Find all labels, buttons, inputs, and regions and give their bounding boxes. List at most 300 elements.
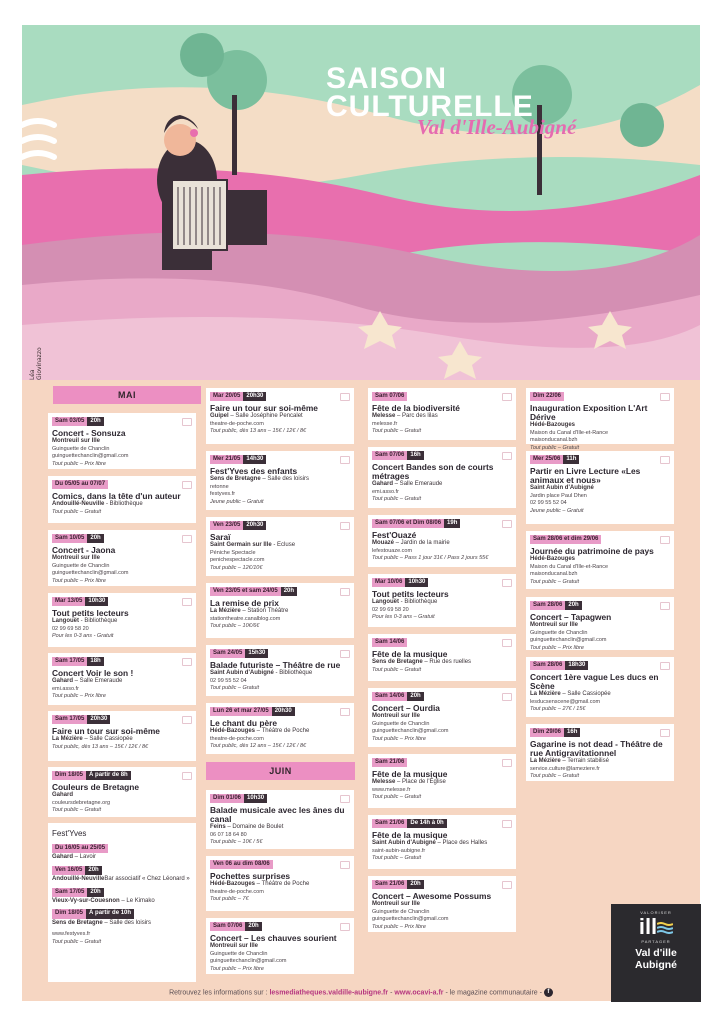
event-date: Ven 23/05 et sam 24/05 — [210, 587, 281, 596]
event-venue: – Théâtre de Poche — [255, 881, 310, 888]
event-date: Sam 14/06 — [372, 692, 407, 701]
festyves-date: Du 16/05 au 25/05 — [52, 844, 108, 853]
event-date-row — [530, 728, 670, 737]
event-date: Sam 21/06 — [372, 819, 407, 828]
event-date-row — [372, 638, 512, 647]
event-date-row — [372, 451, 512, 460]
event-time: 20h — [87, 417, 103, 426]
event-public: Pour les 0-3 ans - Gratuit — [52, 633, 114, 640]
event-date: Dim 22/06 — [530, 392, 564, 401]
event-public: Tout public, dès 12 ans – 15€ / 12€ / 8€ — [210, 743, 307, 750]
calendar-icon — [502, 820, 512, 828]
event-place — [530, 622, 670, 629]
event-public: Tout public – 7€ — [210, 896, 249, 903]
event-town: Langouët — [372, 599, 399, 606]
event-town: Mouazé — [372, 540, 395, 547]
event-public: Tout public – Prix libre — [52, 460, 106, 467]
event-title: Tout petits lecteurs — [52, 608, 129, 619]
festyves-date-row — [52, 888, 192, 897]
event-title: Fête de la musique — [372, 649, 448, 660]
event-date-row — [372, 692, 512, 701]
festyves-venue: – Salle des loisirs — [102, 919, 152, 926]
month-may: MAI — [53, 386, 201, 404]
event-card — [526, 388, 674, 451]
calendar-icon — [660, 662, 670, 670]
event-place — [372, 413, 512, 420]
event-card — [368, 876, 516, 932]
event-place — [372, 901, 512, 908]
event-public: Tout public – Prix libre — [530, 644, 584, 651]
event-title: Fête de la musique — [372, 830, 448, 841]
event-card — [368, 754, 516, 808]
event-info: retonne — [210, 483, 229, 490]
event-date: Dim 18/05 — [52, 771, 86, 780]
event-card — [206, 645, 354, 696]
poster-subtitle: Val d'Ille-Aubigné — [417, 115, 577, 139]
event-public: Tout public – Prix libre — [372, 923, 426, 930]
festyves-row — [52, 866, 192, 884]
event-date: Sam 17/05 — [52, 715, 87, 724]
event-date-row — [52, 771, 192, 780]
event-date-row — [52, 534, 192, 543]
event-title: Balade musicale avec les ânes du canal — [210, 805, 345, 825]
event-card — [526, 531, 674, 589]
event-venue: – Salle Emeraude — [393, 481, 443, 488]
event-date: Sam 10/05 — [52, 534, 87, 543]
event-title: Pochettes surprises — [210, 871, 291, 882]
event-venue: – Salle des loisirs — [260, 476, 310, 483]
event-info: penichespectacle.com — [210, 557, 265, 564]
calendar-icon — [502, 452, 512, 460]
event-town: Montreuil sur Ille — [530, 622, 579, 629]
event-date-row — [372, 819, 512, 828]
event-info: theatre-de-poche.com — [210, 420, 264, 427]
event-title: Faire un tour sur soi-même — [52, 726, 160, 737]
event-town: Saint Aubin d'Aubigné — [372, 840, 436, 847]
festyves-web: www.festyves.fr — [52, 931, 91, 938]
event-card — [206, 388, 354, 444]
event-card — [48, 413, 196, 469]
event-public: Tout public, dès 13 ans – 15€ / 12€ / 8€ — [210, 428, 307, 435]
event-date-row — [530, 392, 670, 401]
event-town: Hédé-Bazouges — [530, 422, 576, 429]
event-time: 15h30 — [245, 649, 268, 658]
festyves-row — [52, 888, 192, 906]
event-card — [368, 815, 516, 869]
calendar-icon — [502, 520, 512, 528]
footer-link-ocavi[interactable]: www.ocavi-a.fr — [394, 989, 444, 997]
calendar-icon — [660, 456, 670, 464]
event-public: Jeune public – Gratuit — [530, 507, 584, 514]
event-card — [368, 515, 516, 567]
event-info: stationtheatre.canalblog.com — [210, 615, 281, 622]
event-card — [526, 451, 674, 524]
event-public: Tout public – Gratuit — [372, 855, 422, 862]
event-place — [210, 476, 350, 483]
event-title: Fest'Ouazé — [372, 530, 417, 541]
festyves-place — [52, 854, 192, 861]
footer-sep: - — [388, 989, 395, 997]
event-venue: – Terrain stabilisé — [560, 758, 609, 765]
event-time: 20h — [87, 534, 103, 543]
festyves-town: Vieux-Vy-sur-Couesnon — [52, 898, 120, 905]
event-place — [210, 943, 350, 950]
event-place — [372, 540, 512, 547]
event-town: Guipel — [210, 413, 229, 420]
event-info: 06 07 18 64 80 — [210, 831, 247, 838]
title-line-2: CULTURELLE — [326, 90, 534, 123]
festyves-time: À partir de 10h — [86, 909, 134, 918]
event-date-row — [372, 880, 512, 889]
event-place — [210, 824, 350, 831]
event-title: Inauguration Exposition L'Art Dérive — [530, 403, 648, 423]
event-time: À partir de 8h — [86, 771, 131, 780]
event-info: lesducsenscene@gmail.com — [530, 698, 601, 705]
event-date-row — [210, 455, 350, 464]
festyves-rows — [52, 844, 192, 927]
event-public: Tout public – Prix libre — [52, 577, 106, 584]
event-place — [52, 736, 192, 743]
event-title: Journée du patrimoine de pays — [530, 546, 654, 557]
calendar-icon — [660, 536, 670, 544]
event-place — [52, 438, 192, 445]
event-info: Jardin place Paul Dhen — [530, 492, 587, 499]
event-card — [48, 653, 196, 705]
event-date: Dim 01/06 — [210, 794, 244, 803]
event-info: lefestouaze.com — [372, 547, 413, 554]
event-time: De 14h à 0h — [407, 819, 446, 828]
event-town: La Mézière — [210, 608, 241, 615]
event-date-row — [372, 758, 512, 767]
event-venue: – Salle Cassiopée — [82, 736, 133, 743]
event-public: Tout public – Pass 1 jour 31€ / Pass 2 jours 55€ — [372, 555, 489, 562]
event-date-row — [52, 715, 192, 724]
artist-credit: Léa Giovinazzo — [29, 347, 43, 380]
event-place — [52, 555, 192, 562]
event-town: Sens de Bretagne — [210, 476, 261, 483]
event-place — [372, 840, 512, 847]
calendar-icon — [502, 693, 512, 701]
event-town: Montreuil sur Ille — [372, 901, 421, 908]
event-info: saint-aubin-aubigne.fr — [372, 847, 426, 854]
event-date: Ven 23/05 — [210, 521, 243, 530]
event-date-row — [530, 661, 670, 670]
event-date: Sam 07/06 et Dim 08/06 — [372, 519, 444, 528]
event-time: 10h30 — [85, 597, 108, 606]
event-info: Guinguette de Chanclin — [210, 950, 268, 957]
calendar-icon — [660, 602, 670, 610]
event-title: Concert – Awesome Possums — [372, 891, 492, 902]
event-town: Melesse — [372, 413, 396, 420]
event-public: Pour les 0-3 ans – Gratuit — [372, 614, 435, 621]
festyves-date: Ven 16/05 — [52, 866, 85, 875]
event-card — [526, 724, 674, 781]
event-place — [372, 713, 512, 720]
event-place — [530, 691, 670, 698]
event-public: Tout public – 10€ / 5€ — [210, 839, 263, 846]
logo-name-1: Val d'ille — [635, 947, 677, 959]
event-town: Sens de Bretagne — [372, 659, 423, 666]
calendar-icon — [340, 393, 350, 401]
event-date-row — [530, 535, 670, 544]
event-card — [368, 388, 516, 440]
event-title: Saraï — [210, 532, 231, 543]
val-dille-aubigne-logo — [611, 904, 701, 1002]
festyves-date: Dim 18/05 — [52, 909, 86, 918]
event-title: La remise de prix — [210, 598, 279, 609]
footer-link-mediatheques[interactable]: lesmediatheques.valdille-aubigne.fr — [269, 989, 389, 997]
event-info: Péniche Spectacle — [210, 549, 256, 556]
event-date-row — [372, 578, 512, 587]
event-venue: – Salle Joséphine Pencalet — [228, 413, 303, 420]
event-card — [368, 447, 516, 508]
event-info: Maison du Canal d'Ille-et-Rance — [530, 429, 609, 436]
festyves-row — [52, 844, 192, 862]
event-public: Tout public – Gratuit — [372, 794, 422, 801]
calendar-icon — [182, 535, 192, 543]
facebook-icon[interactable]: f — [544, 988, 553, 997]
event-time: 11h — [563, 455, 579, 464]
event-time: 16h — [407, 451, 423, 460]
festyves-date-row — [52, 909, 192, 918]
event-title: Fête de la biodiversité — [372, 403, 460, 414]
event-time: 20h — [245, 922, 261, 931]
event-info: emi.asso.fr — [52, 685, 79, 692]
event-public: Tout public – Prix libre — [52, 693, 106, 700]
event-info: www.melesse.fr — [372, 786, 411, 793]
event-public: Jeune public – Gratuit — [210, 498, 264, 505]
footer-suffix: - le magazine communautaire - — [443, 989, 544, 997]
event-town: Gahard — [52, 792, 74, 799]
event-town: Montreuil sur Ille — [52, 438, 101, 445]
festyves-place — [52, 898, 192, 905]
event-date: Sam 07/06 — [210, 922, 245, 931]
event-info: maisonducanal.bzh — [530, 437, 578, 444]
event-public: Tout public – Prix libre — [372, 735, 426, 742]
event-place — [210, 608, 350, 615]
event-title: Le chant du père — [210, 718, 278, 729]
event-venue: – Domaine de Boulet — [225, 824, 284, 831]
event-date: Sam 17/05 — [52, 657, 87, 666]
event-town: Montreuil sur Ille — [52, 555, 101, 562]
event-title: Comics, dans la tête d'un auteur — [52, 491, 181, 502]
logo-ill — [617, 916, 695, 938]
event-date-row — [210, 521, 350, 530]
event-place — [372, 659, 512, 666]
event-place — [52, 678, 192, 685]
event-info: couleursdebretagne.org — [52, 799, 111, 806]
event-place — [52, 618, 192, 625]
calendar-icon — [340, 708, 350, 716]
festyves-place — [52, 876, 192, 883]
event-town: Saint Germain sur Ille — [210, 542, 272, 549]
event-date-row — [210, 922, 350, 931]
event-date-row — [52, 597, 192, 606]
festyves-row — [52, 909, 192, 927]
event-time: 20h — [407, 880, 423, 889]
event-time: 10h30 — [244, 794, 267, 803]
event-place — [372, 599, 512, 606]
event-card — [206, 856, 354, 911]
event-info: 02 99 55 52 04 — [210, 677, 247, 684]
event-date: Sam 28/06 — [530, 661, 565, 670]
event-info: festyves.fr — [210, 491, 236, 498]
festyves-place — [52, 920, 192, 927]
event-card — [526, 657, 674, 717]
event-title: Gagarine is not dead - Théâtre de rue Antigravitationnel — [530, 739, 663, 759]
event-time: 20h — [565, 601, 581, 610]
poster — [22, 25, 700, 1001]
event-venue: – Place des Halles — [435, 840, 488, 847]
event-date-row — [52, 480, 192, 489]
event-card — [48, 767, 196, 817]
event-venue: - Bibliothèque — [79, 618, 118, 625]
event-time: 20h30 — [272, 707, 295, 716]
event-date: Sam 28/06 et dim 29/06 — [530, 535, 601, 544]
event-info: guinguettechanclin@gmail.com — [52, 570, 129, 577]
event-venue: – Station Théâtre — [240, 608, 289, 615]
event-title: Concert - Jaona — [52, 545, 116, 556]
event-info: 02 99 55 52 04 — [530, 500, 567, 507]
festyves-venue: – Le Kimako — [119, 898, 155, 905]
event-card — [368, 574, 516, 627]
waves-icon — [657, 922, 673, 934]
calendar-icon — [502, 639, 512, 647]
event-date: Dim 29/06 — [530, 728, 564, 737]
event-time: 20h30 — [87, 715, 110, 724]
event-venue: - Bibliothèque — [273, 670, 313, 677]
calendar-icon — [340, 861, 350, 869]
event-info: Guinguette de Chanclin — [530, 629, 588, 636]
event-date: Mar 10/06 — [372, 578, 405, 587]
calendar-icon — [340, 588, 350, 596]
event-public: Tout public – Gratuit — [52, 807, 102, 814]
event-info: Guinguette de Chanclin — [372, 720, 430, 727]
event-town: Saint Aubin d'Aubigné — [210, 670, 274, 677]
calendar-icon — [182, 772, 192, 780]
event-venue: – Salle Cassiopée — [560, 691, 611, 698]
event-info: guinguettechanclin@gmail.com — [210, 958, 287, 965]
festyves-date-row — [52, 866, 192, 875]
event-time: 19h — [444, 519, 460, 528]
event-date-row — [530, 455, 670, 464]
event-time: 18h — [87, 657, 103, 666]
event-card — [368, 634, 516, 681]
event-venue: – Jardin de la mairie — [394, 540, 450, 547]
event-info: guinguettechanclin@gmail.com — [530, 637, 607, 644]
event-date-row — [210, 794, 350, 803]
event-card — [206, 517, 354, 576]
event-card — [206, 790, 354, 849]
event-town: La Mézière — [530, 758, 561, 765]
event-time: 20h30 — [243, 521, 266, 530]
event-venue: – Théâtre de Poche — [255, 728, 310, 735]
event-date: Sam 21/06 — [372, 758, 407, 767]
footer — [22, 988, 700, 1002]
event-place — [372, 481, 512, 488]
festyves-date: Sam 17/05 — [52, 888, 87, 897]
event-venue: - Bibliothèque — [104, 501, 143, 508]
event-date: Sam 14/06 — [372, 638, 407, 647]
event-town: Langouët — [52, 618, 79, 625]
event-title: Concert – Ourdia — [372, 703, 440, 714]
event-title: Balade futuriste – Théâtre de rue — [210, 660, 341, 671]
event-title: Fête de la musique — [372, 769, 448, 780]
event-time: 20h — [281, 587, 297, 596]
event-title: Fest'Yves des enfants — [210, 466, 298, 477]
event-time: 20h — [407, 692, 423, 701]
event-date-row — [372, 392, 512, 401]
calendar-icon — [502, 579, 512, 587]
event-public: Tout public – Prix libre — [210, 965, 264, 972]
event-title: Concert Voir le son ! — [52, 668, 134, 679]
event-public: Tout public – Gratuit — [372, 666, 422, 673]
calendar-icon — [182, 598, 192, 606]
calendar-icon — [182, 418, 192, 426]
calendar-icon — [340, 522, 350, 530]
poster-title — [326, 62, 534, 123]
festyves-time: 20h — [87, 888, 103, 897]
event-card — [48, 530, 196, 586]
event-info: service.culture@lameziere.fr — [530, 765, 600, 772]
event-date: Mer 21/05 — [210, 455, 243, 464]
event-date-row — [52, 417, 192, 426]
event-info: Guinguette de Chanclin — [372, 908, 430, 915]
calendar-icon — [182, 658, 192, 666]
month-june: JUIN — [206, 762, 355, 780]
event-title: Concert – Les chauves sourient — [210, 933, 337, 944]
event-town: Hédé-Bazouges — [210, 728, 256, 735]
event-date: Mer 25/06 — [530, 455, 563, 464]
event-time: 16h — [564, 728, 580, 737]
event-time: 18h30 — [565, 661, 588, 670]
event-town: Andouillé-Neuville — [52, 501, 105, 508]
event-place — [530, 422, 670, 429]
logo-name-2: Aubigné — [635, 959, 677, 971]
event-date: Mar 13/05 — [52, 597, 85, 606]
event-place — [210, 728, 350, 735]
event-date: Ven 06 au dim 08/06 — [210, 860, 273, 869]
calendar-icon — [502, 759, 512, 767]
event-place — [52, 501, 192, 508]
event-date-row — [210, 860, 350, 869]
event-date: Sam 07/06 — [372, 392, 407, 401]
event-card — [206, 703, 354, 754]
event-card — [48, 593, 196, 647]
event-venue: – Parc des lilas — [395, 413, 438, 420]
event-date: Sam 03/05 — [52, 417, 87, 426]
calendar-icon — [660, 393, 670, 401]
calendar-icon — [340, 650, 350, 658]
event-venue: – Place de l'Église — [395, 779, 446, 786]
event-public: Tout public – 10€/6€ — [210, 623, 260, 630]
logo-top-text: VALORISER — [640, 910, 672, 915]
logo-mid-text: PARTAGER — [641, 939, 671, 944]
festyves-time: 20h — [85, 866, 101, 875]
event-date-row — [210, 392, 350, 401]
event-town: Montreuil sur Ille — [372, 713, 421, 720]
event-date-row — [52, 657, 192, 666]
festyves-town: Sens de Bretagne — [52, 919, 103, 926]
event-date: Mar 20/05 — [210, 392, 243, 401]
event-card — [368, 688, 516, 747]
calendar-icon — [660, 729, 670, 737]
event-date: Sam 24/05 — [210, 649, 245, 658]
festyves-venue: Bar associatif « Chez Léonard » — [104, 876, 190, 883]
event-time: 10h30 — [405, 578, 428, 587]
event-info: guinguettechanclin@gmail.com — [372, 728, 449, 735]
event-town: Gahard — [372, 481, 394, 488]
